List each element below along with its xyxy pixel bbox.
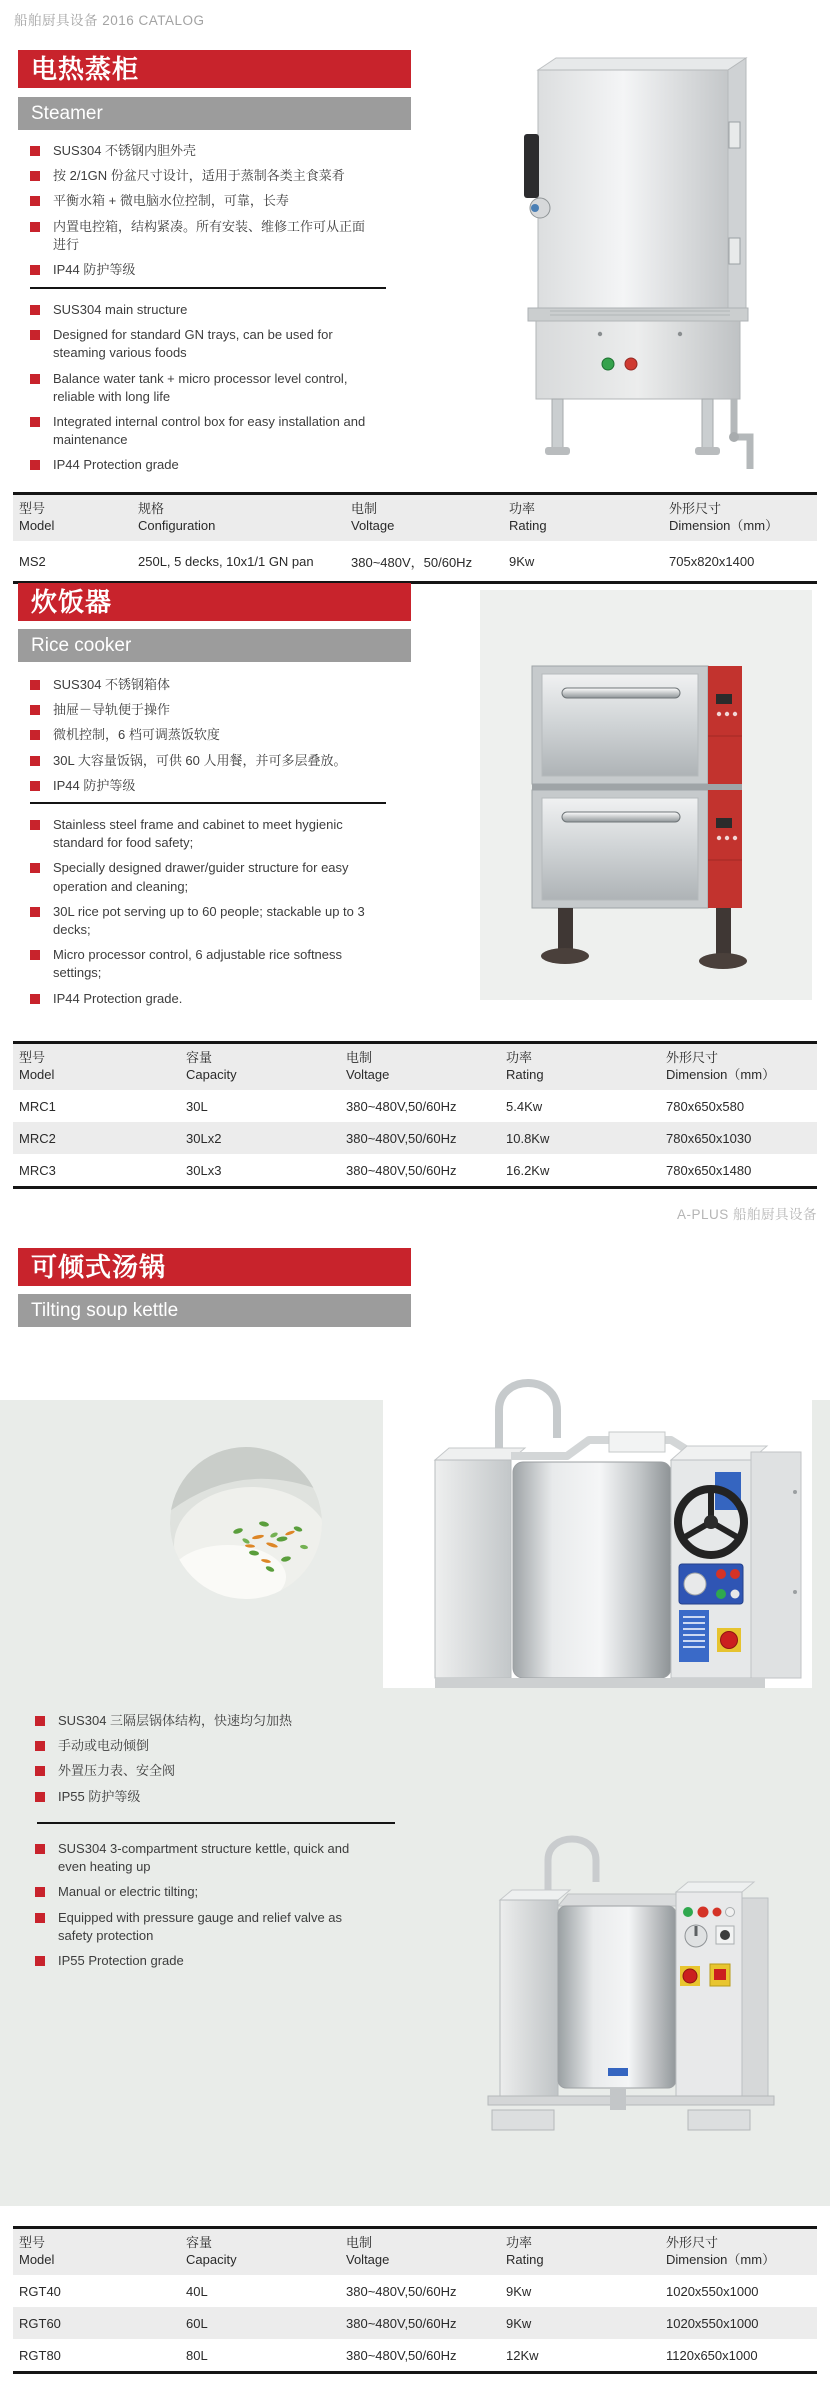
soup-kettle-subtitle-banner: Tilting soup kettle xyxy=(18,1294,411,1327)
steamer-features-en xyxy=(30,301,368,482)
feature-item: IP44 Protection grade. xyxy=(30,990,368,1008)
bullet-square-icon xyxy=(30,820,40,830)
brand-note: A-PLUS 船舶厨具设备 xyxy=(676,1207,817,1222)
bullet-square-icon xyxy=(35,1956,45,1966)
table-row: RGT60 60L 380~480V,50/60Hz 9Kw 1020x550x1000 xyxy=(13,2307,817,2339)
bullet-square-icon xyxy=(30,950,40,960)
bullet-square-icon xyxy=(35,1741,45,1751)
feature-item: SUS304 main structure xyxy=(30,301,368,319)
bullet-square-icon xyxy=(35,1766,45,1776)
rice-cooker-photo xyxy=(480,590,812,1000)
bullet-square-icon xyxy=(30,994,40,1004)
bullet-square-icon xyxy=(30,756,40,766)
feature-item: SUS304 三隔层锅体结构，快速均匀加热 xyxy=(35,1712,373,1730)
catalog-title: 船舶厨具设备 2016 CATALOG xyxy=(14,13,205,28)
rice-cooker-title-banner: 炊饭器 xyxy=(18,583,411,621)
bullet-square-icon xyxy=(30,730,40,740)
bullet-square-icon xyxy=(30,863,40,873)
feature-item: SUS304 不锈钢箱体 xyxy=(30,676,368,694)
feature-item: 外置压力表、安全阀 xyxy=(35,1762,373,1780)
feature-item: 抽屉－导轨便于操作 xyxy=(30,701,368,719)
soup-kettle-photo xyxy=(383,1332,812,1688)
steamer-photo xyxy=(450,42,790,482)
section-divider xyxy=(30,802,386,804)
feature-item: 手动或电动倾倒 xyxy=(35,1737,373,1755)
feature-item: SUS304 不锈钢内胆外壳 xyxy=(30,142,368,160)
table-row: MRC3 30Lx3 380~480V,50/60Hz 16.2Kw 780x650x1480 xyxy=(19,1162,752,1178)
spec-table-soup-kettle xyxy=(13,2226,817,2374)
steamer-features-cn xyxy=(30,142,368,286)
feature-item: Equipped with pressure gauge and relief valve as safety protection xyxy=(35,1909,373,1945)
rice-cooker-features-cn xyxy=(30,676,368,802)
table-row: MS2 250L, 5 decks, 10x1/1 GN pan 380~480V，50/60Hz 9Kw 705x820x1400 xyxy=(19,553,755,570)
bullet-square-icon xyxy=(30,222,40,232)
feature-item: 30L rice pot serving up to 60 people; stackable up to 3 decks; xyxy=(30,903,368,939)
bullet-square-icon xyxy=(30,907,40,917)
feature-item: 微机控制，6 档可调蒸饭软度 xyxy=(30,726,368,744)
table-row: RGT80 80L 380~480V,50/60Hz 12Kw 1120x650x1000 xyxy=(19,2347,758,2363)
bullet-square-icon xyxy=(30,146,40,156)
soup-kettle-title-banner: 可倾式汤锅 xyxy=(18,1248,411,1286)
feature-item: 按 2/1GN 份盆尺寸设计，适用于蒸制各类主食菜肴 xyxy=(30,167,368,185)
spec-table-steamer xyxy=(13,492,817,584)
feature-item: 内置电控箱，结构紧凑。所有安装、维修工作可从正面进行 xyxy=(30,218,368,254)
bullet-square-icon xyxy=(35,1792,45,1802)
feature-item: IP55 Protection grade xyxy=(35,1952,373,1970)
feature-item: IP55 防护等级 xyxy=(35,1788,373,1806)
bullet-square-icon xyxy=(30,305,40,315)
soup-kettle-features-cn xyxy=(35,1712,373,1813)
soup-kettle-photo-small xyxy=(470,1812,800,2152)
bullet-square-icon xyxy=(30,705,40,715)
table-row: RGT40 40L 380~480V,50/60Hz 9Kw 1020x550x1000 xyxy=(19,2283,759,2299)
table-row: MRC2 30Lx2 380~480V,50/60Hz 10.8Kw 780x650x1030 xyxy=(13,1122,817,1154)
soup-kettle-features-en xyxy=(35,1840,373,1977)
steamer-title-banner: 电热蒸柜 xyxy=(18,50,411,88)
bullet-square-icon xyxy=(35,1887,45,1897)
feature-item: Integrated internal control box for easy installation and maintenance xyxy=(30,413,368,449)
bullet-square-icon xyxy=(30,417,40,427)
bullet-square-icon xyxy=(35,1844,45,1854)
bullet-square-icon xyxy=(30,374,40,384)
bullet-square-icon xyxy=(30,196,40,206)
steamer-subtitle-banner: Steamer xyxy=(18,97,411,130)
bullet-square-icon xyxy=(35,1716,45,1726)
rice-cooker-subtitle-banner: Rice cooker xyxy=(18,629,411,662)
feature-item: IP44 防护等级 xyxy=(30,261,368,279)
bullet-square-icon xyxy=(30,460,40,470)
feature-item: 平衡水箱 + 微电脑水位控制，可靠，长寿 xyxy=(30,192,368,210)
feature-item: Designed for standard GN trays, can be used for steaming various foods xyxy=(30,326,368,362)
feature-item: Stainless steel frame and cabinet to meet hygienic standard for food safety; xyxy=(30,816,368,852)
feature-item: Micro processor control, 6 adjustable rice softness settings; xyxy=(30,946,368,982)
feature-item: Balance water tank + micro processor level control, reliable with long life xyxy=(30,370,368,406)
feature-item: IP44 Protection grade xyxy=(30,456,368,474)
bullet-square-icon xyxy=(30,781,40,791)
soup-closeup-photo xyxy=(170,1447,322,1599)
bullet-square-icon xyxy=(30,330,40,340)
table-header: 型号 Model 容量 Capacity 电制 Voltage 功率 Rating 外形尺寸 Dimension（mm） xyxy=(13,1044,817,1090)
bullet-square-icon xyxy=(30,171,40,181)
section-divider xyxy=(30,287,386,289)
bullet-square-icon xyxy=(35,1913,45,1923)
table-row: MRC1 30L 380~480V,50/60Hz 5.4Kw 780x650x580 xyxy=(19,1098,745,1114)
feature-item: SUS304 3-compartment structure kettle, quick and even heating up xyxy=(35,1840,373,1876)
bullet-square-icon xyxy=(30,265,40,275)
feature-item: Manual or electric tilting; xyxy=(35,1883,373,1901)
spec-table-rice-cooker xyxy=(13,1041,817,1189)
feature-item: IP44 防护等级 xyxy=(30,777,368,795)
rice-cooker-features-en xyxy=(30,816,368,1015)
section-divider xyxy=(37,1822,395,1824)
feature-item: Specially designed drawer/guider structure for easy operation and cleaning; xyxy=(30,859,368,895)
table-header: 型号 Model 容量 Capacity 电制 Voltage 功率 Rating 外形尺寸 Dimension（mm） xyxy=(13,2229,817,2275)
bullet-square-icon xyxy=(30,680,40,690)
feature-item: 30L 大容量饭锅，可供 60 人用餐，并可多层叠放。 xyxy=(30,752,368,770)
table-header: 型号 Model 规格 Configuration 电制 Voltage 功率 Rating 外形尺寸 Dimension（mm） xyxy=(13,495,817,541)
